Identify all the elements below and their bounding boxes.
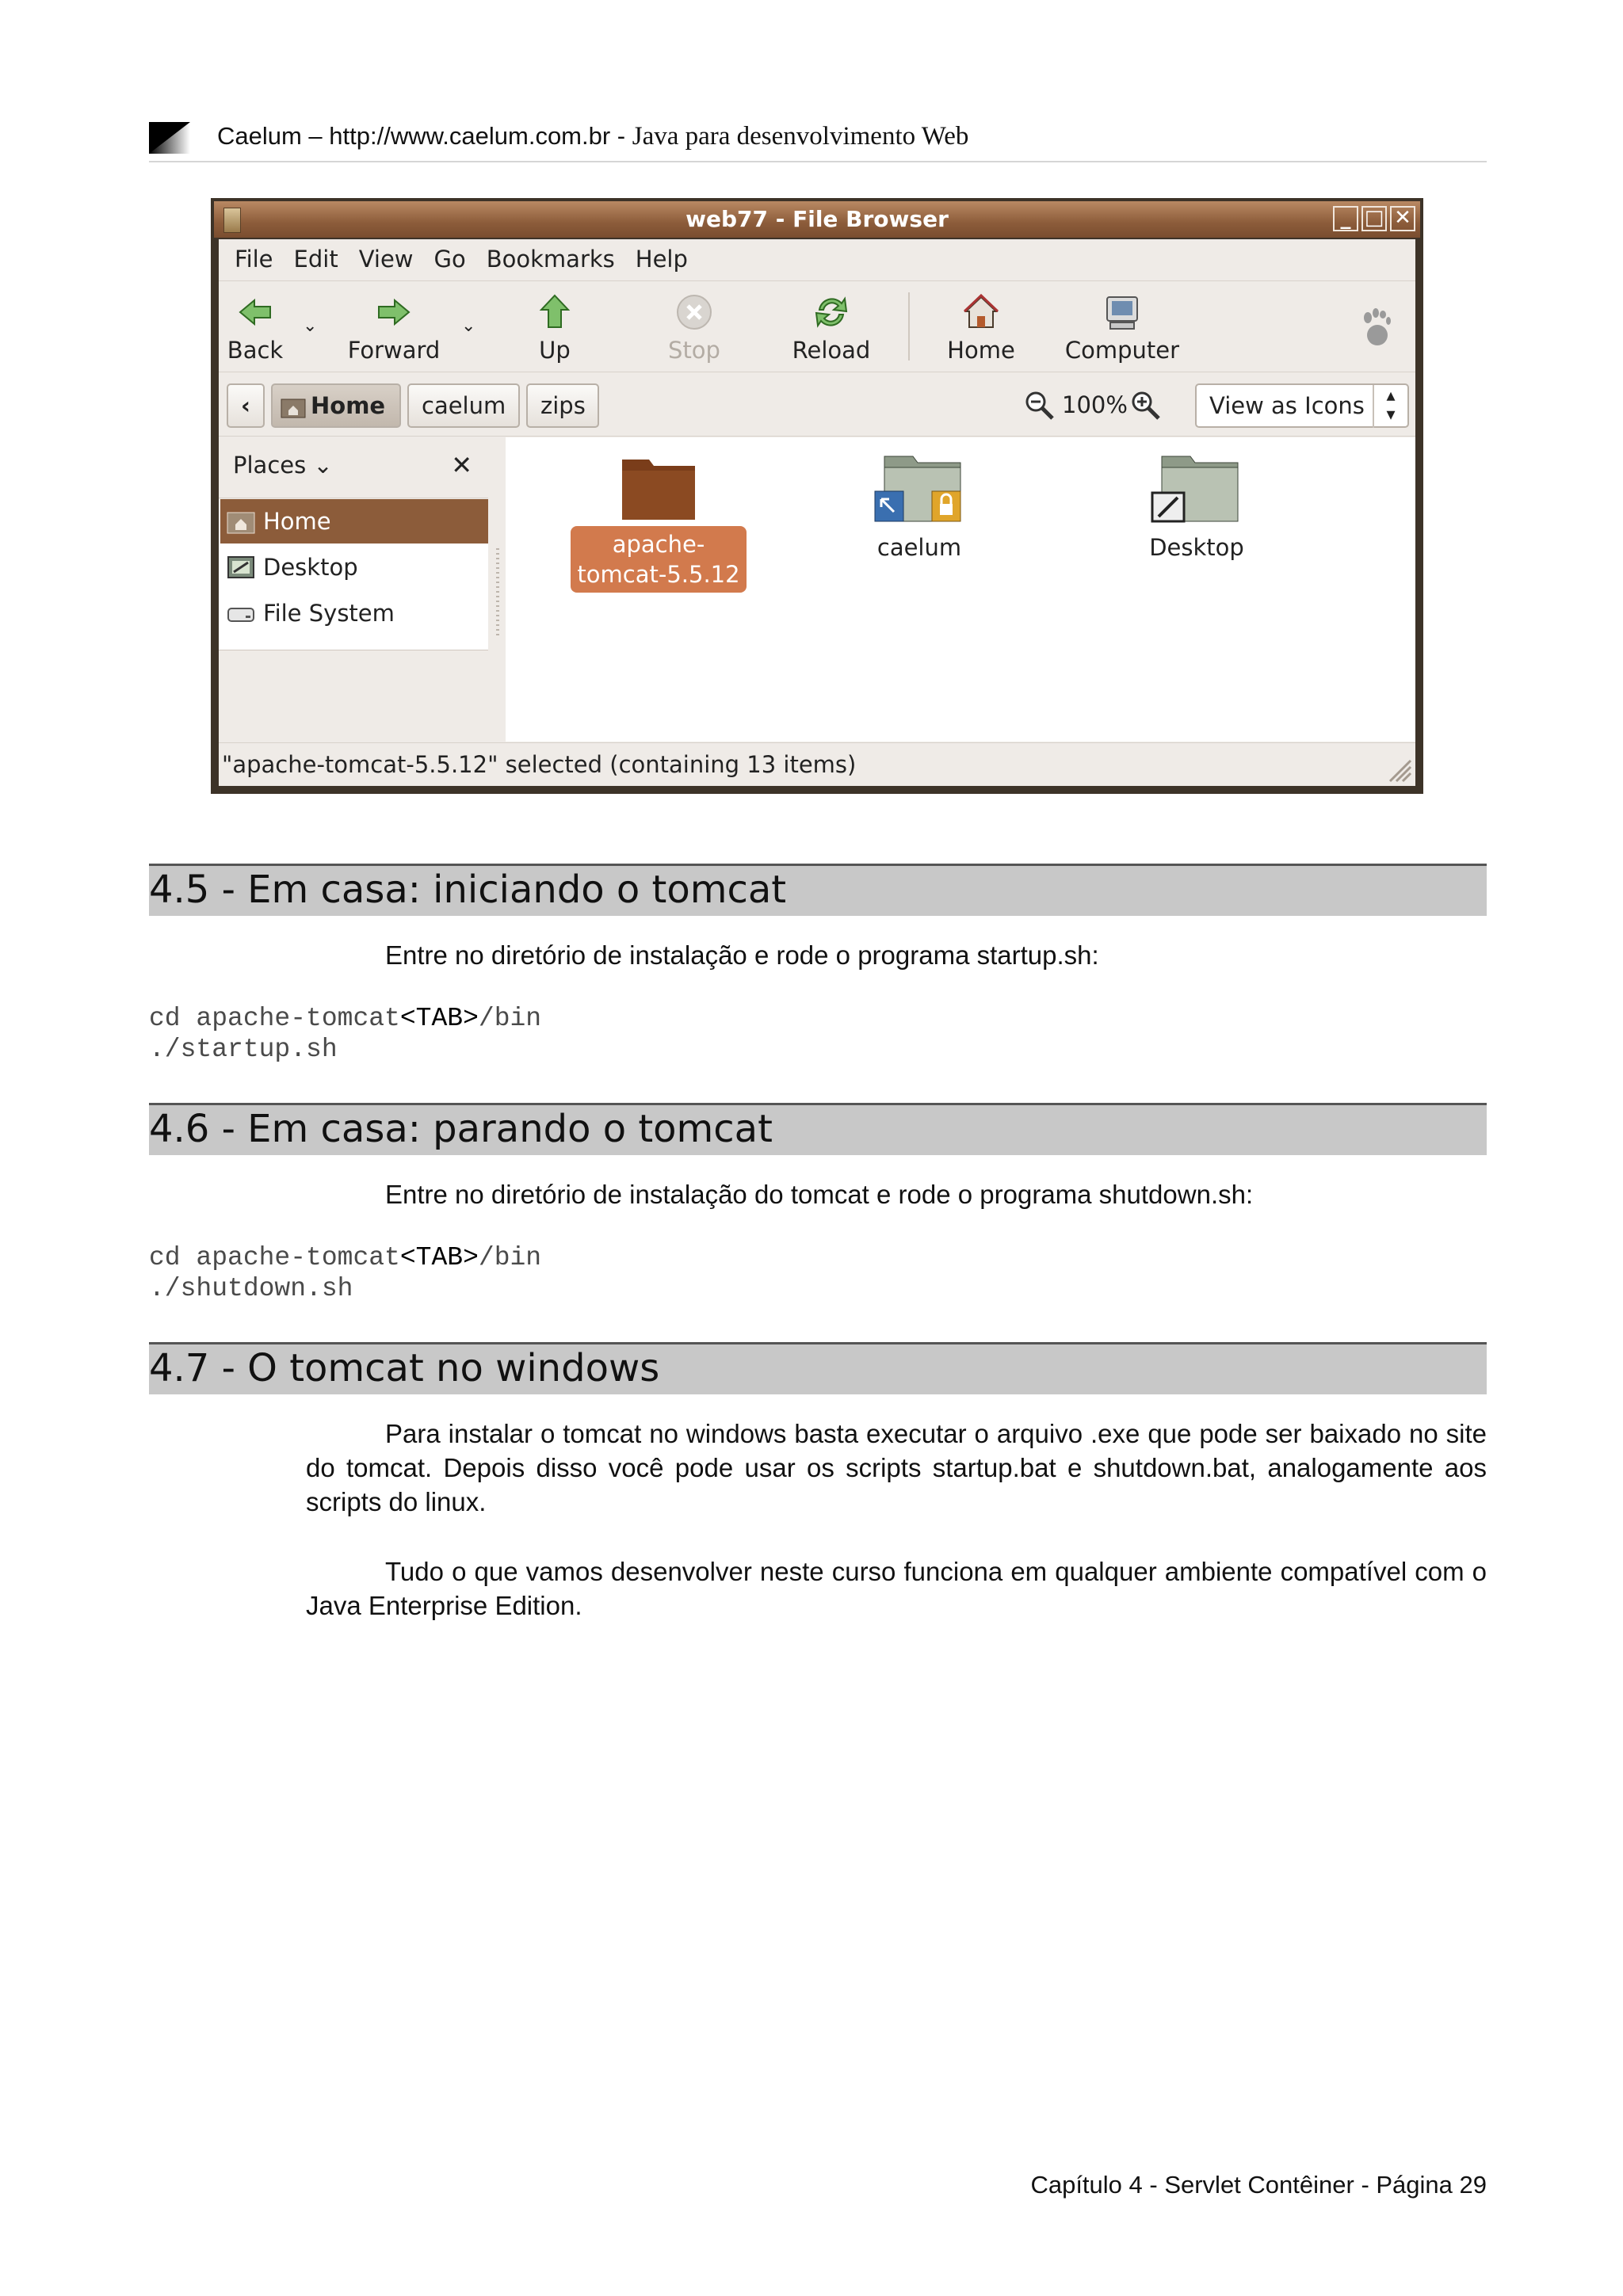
sidebar-item-desktop[interactable] bbox=[220, 545, 488, 589]
back-button[interactable] bbox=[223, 281, 287, 372]
section-paragraph: Tudo o que vamos desenvolver neste curso funciona em qualquer ambiente compatível com o Java Enterprise Edition. bbox=[306, 1557, 1487, 1620]
view-mode-select[interactable] bbox=[1195, 383, 1409, 428]
menu-go[interactable]: Go bbox=[433, 246, 466, 273]
folder-icon bbox=[619, 452, 698, 523]
forward-arrow-icon bbox=[376, 292, 412, 332]
section-heading: 4.7 - O tomcat no windows bbox=[149, 1342, 1487, 1394]
home-folder-icon bbox=[227, 509, 255, 534]
menu-view[interactable]: View bbox=[358, 246, 414, 273]
stop-label: Stop bbox=[668, 337, 720, 364]
crumb-zips[interactable]: zips bbox=[526, 383, 599, 428]
places-list bbox=[219, 499, 488, 650]
file-item-apache-tomcat[interactable] bbox=[567, 452, 750, 593]
header-book-title: Java para desenvolvimento Web bbox=[632, 122, 969, 151]
sidebar-item-label: Home bbox=[263, 508, 331, 535]
file-browser-window bbox=[211, 198, 1423, 794]
header-text bbox=[217, 122, 968, 151]
section-paragraph: Para instalar o tomcat no windows basta executar o arquivo .exe que pode ser baixado no site do tomcat. Depois disso você pode usar os scripts startup.bat e shutdown.bat, analogamente aos scripts do linux. bbox=[306, 1419, 1487, 1516]
file-item-label: Desktop bbox=[1149, 534, 1244, 561]
sidebar-item-label: Desktop bbox=[263, 554, 358, 581]
caelum-logo-icon bbox=[149, 122, 190, 154]
code-text: ./startup.sh bbox=[149, 1035, 338, 1064]
reload-label: Reload bbox=[792, 337, 871, 364]
close-button[interactable]: ✕ bbox=[1390, 206, 1415, 231]
window-menu-icon[interactable] bbox=[223, 208, 241, 233]
window-client bbox=[219, 239, 1415, 786]
sidebar-item-file-system[interactable] bbox=[220, 591, 488, 635]
resize-grip-icon[interactable] bbox=[1384, 754, 1412, 783]
code-text: cd apache-tomcat bbox=[149, 1243, 400, 1272]
computer-icon bbox=[1102, 292, 1142, 332]
shared-folder-icon bbox=[872, 452, 967, 526]
places-dropdown[interactable]: Places ⌄ bbox=[233, 452, 333, 479]
desktop-icon bbox=[227, 555, 255, 580]
file-icon-view bbox=[506, 437, 1415, 742]
crumb-home-label: Home bbox=[311, 392, 386, 419]
home-folder-icon bbox=[281, 396, 306, 418]
code-tab-key: <TAB> bbox=[399, 1243, 479, 1272]
up-button[interactable] bbox=[531, 281, 579, 372]
maximize-button[interactable]: □ bbox=[1361, 206, 1387, 231]
section-intro: Entre no diretório de instalação e rode o programa startup.sh: bbox=[385, 940, 1099, 970]
back-arrow-icon bbox=[237, 292, 273, 332]
code-tab-key: <TAB> bbox=[399, 1004, 479, 1033]
window-titlebar[interactable] bbox=[214, 201, 1420, 238]
code-text: /bin bbox=[478, 1243, 542, 1272]
menu-edit[interactable]: Edit bbox=[293, 246, 338, 273]
back-label: Back bbox=[227, 337, 284, 364]
sidebar-header bbox=[219, 437, 488, 498]
window-title: web77 - File Browser bbox=[685, 206, 949, 232]
reload-button[interactable] bbox=[788, 281, 875, 372]
zoom-in-icon[interactable] bbox=[1130, 390, 1162, 421]
back-history-chevron-icon[interactable]: ⌄ bbox=[303, 316, 318, 336]
toolbar-separator bbox=[908, 292, 910, 360]
file-item-label bbox=[571, 526, 746, 593]
file-item-label-line1: apache- bbox=[612, 531, 705, 558]
status-text: "apache-tomcat-5.5.12" selected (containing 13 items) bbox=[222, 751, 857, 778]
menu-help[interactable]: Help bbox=[635, 246, 688, 273]
forward-button[interactable] bbox=[342, 281, 445, 372]
select-spinner-icon: ▴ ▾ bbox=[1373, 385, 1407, 428]
location-bar bbox=[219, 372, 1415, 437]
code-text: ./shutdown.sh bbox=[149, 1274, 353, 1303]
menubar bbox=[219, 239, 1415, 279]
section-intro: Entre no diretório de instalação do tomcat e rode o programa shutdown.sh: bbox=[385, 1180, 1254, 1209]
code-text: cd apache-tomcat bbox=[149, 1004, 400, 1033]
up-arrow-icon bbox=[537, 292, 573, 332]
zoom-out-icon[interactable] bbox=[1024, 390, 1056, 421]
file-item-caelum[interactable] bbox=[848, 452, 991, 566]
code-block bbox=[149, 1242, 541, 1304]
computer-button[interactable] bbox=[1059, 281, 1186, 372]
stop-button[interactable] bbox=[664, 281, 724, 372]
code-block bbox=[149, 1003, 541, 1065]
home-label: Home bbox=[947, 337, 1015, 364]
minimize-button[interactable]: _ bbox=[1333, 206, 1358, 231]
home-button[interactable] bbox=[941, 281, 1021, 372]
page-header bbox=[149, 117, 1487, 162]
stop-icon bbox=[674, 292, 714, 332]
sidebar bbox=[219, 437, 488, 742]
hard-drive-icon bbox=[227, 601, 255, 626]
zoom-level: 100% bbox=[1062, 391, 1128, 418]
computer-label: Computer bbox=[1064, 337, 1180, 364]
desktop-folder-icon bbox=[1149, 452, 1244, 526]
sidebar-item-home[interactable] bbox=[220, 499, 488, 543]
path-back-chevron-icon[interactable]: ‹ bbox=[227, 383, 265, 428]
file-item-desktop[interactable] bbox=[1125, 452, 1268, 566]
up-label: Up bbox=[539, 337, 571, 364]
gnome-foot-throbber-icon bbox=[1357, 303, 1395, 348]
reload-icon bbox=[812, 292, 851, 332]
places-label: Places bbox=[233, 452, 307, 479]
code-text: /bin bbox=[478, 1004, 542, 1033]
crumb-caelum[interactable]: caelum bbox=[407, 383, 520, 428]
menu-bookmarks[interactable]: Bookmarks bbox=[486, 246, 615, 273]
section-heading: 4.5 - Em casa: iniciando o tomcat bbox=[149, 864, 1487, 916]
header-site: Caelum – http://www.caelum.com.br - bbox=[217, 122, 632, 150]
status-bar bbox=[219, 742, 1415, 786]
forward-history-chevron-icon[interactable]: ⌄ bbox=[461, 316, 476, 336]
sidebar-item-label: File System bbox=[263, 600, 395, 627]
sidebar-close-icon[interactable]: ✕ bbox=[451, 450, 472, 480]
pane-splitter[interactable] bbox=[491, 437, 504, 742]
forward-label: Forward bbox=[347, 337, 441, 364]
view-mode-value: View as Icons bbox=[1209, 392, 1365, 419]
file-item-label: caelum bbox=[876, 534, 962, 561]
file-item-label-line2: tomcat-5.5.12 bbox=[577, 561, 740, 588]
page-footer: Capítulo 4 - Servlet Contêiner - Página 29 bbox=[1030, 2171, 1487, 2199]
home-icon bbox=[961, 292, 1001, 332]
menu-file[interactable]: File bbox=[235, 246, 273, 273]
crumb-home[interactable] bbox=[271, 383, 401, 428]
section-heading: 4.6 - Em casa: parando o tomcat bbox=[149, 1103, 1487, 1155]
toolbar bbox=[219, 280, 1415, 372]
